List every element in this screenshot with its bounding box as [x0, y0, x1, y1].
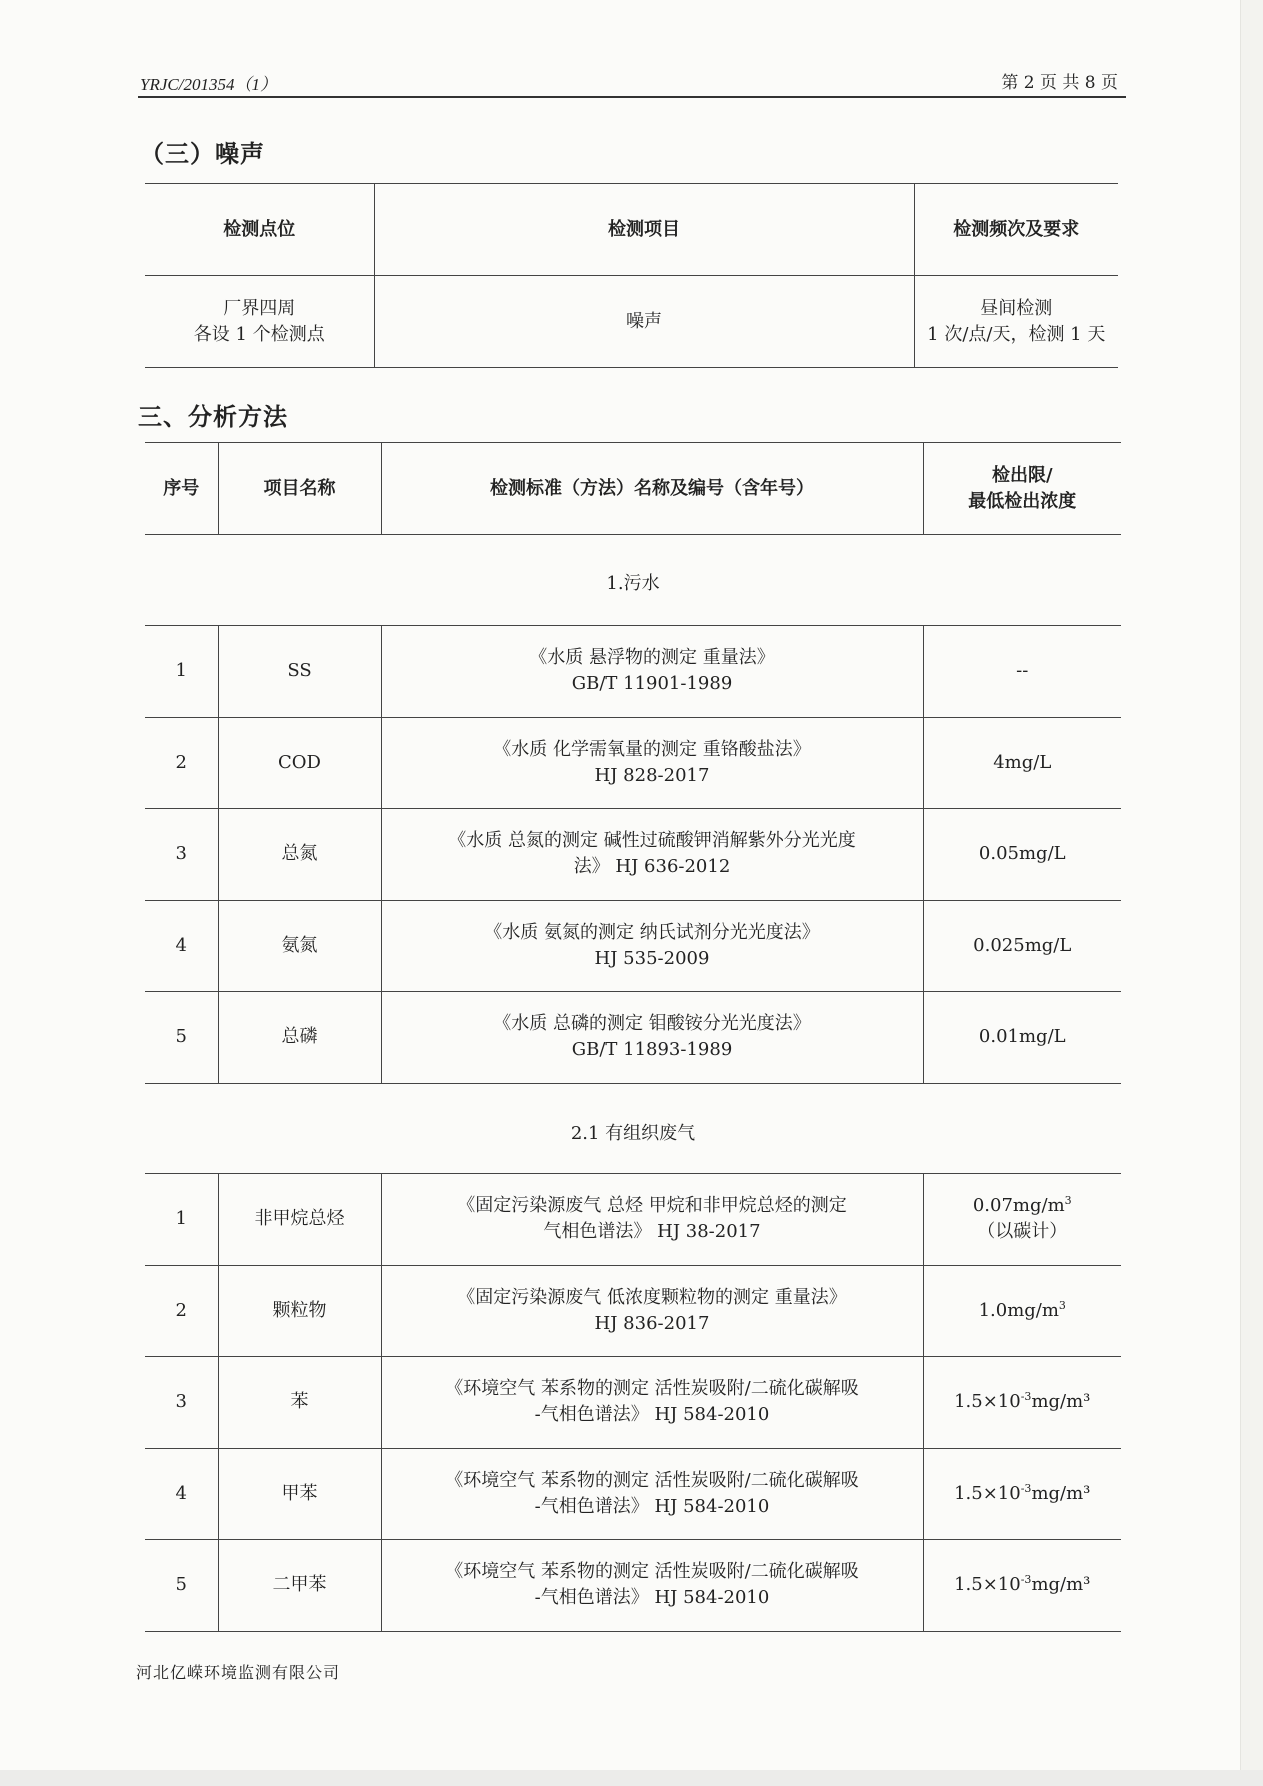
- limit-tail: mg/m³: [1031, 1482, 1091, 1504]
- standard-cell: [381, 1174, 923, 1266]
- limit-cell: [923, 1174, 1121, 1266]
- table-row: [145, 1265, 1121, 1357]
- noise-frequency-cell: [914, 276, 1118, 368]
- standard-cell: [381, 1357, 923, 1449]
- standard-line2: HJ 828-2017: [594, 764, 710, 786]
- standard-cell: [381, 1265, 923, 1357]
- header-item: 检测项目: [374, 184, 914, 276]
- seq-cell: 5: [145, 1540, 218, 1632]
- limit-line1: [928, 1572, 1118, 1598]
- category-water: 1.污水: [606, 573, 660, 594]
- standard-line2: GB/T 11893-1989: [571, 1039, 733, 1061]
- category-organized-gas: 2.1 有组织废气: [570, 1123, 696, 1144]
- document-number: YRJC/201354（1）: [140, 75, 277, 94]
- limit-main: 1.0mg/m: [978, 1299, 1059, 1321]
- limit-value: --: [1016, 660, 1029, 682]
- standard-line1: 《固定污染源废气 总烃 甲烷和非甲烷总烃的测定: [457, 1195, 847, 1217]
- limit-cell: [923, 1448, 1121, 1540]
- table-row: [145, 276, 1118, 368]
- limit-line1: [928, 1298, 1118, 1324]
- limit-cell: [923, 900, 1121, 992]
- standard-cell: [381, 900, 923, 992]
- scan-bottom-edge: [0, 1770, 1263, 1786]
- standard-line1: 《环境空气 苯系物的测定 活性炭吸附/二硫化碳解吸: [445, 1561, 859, 1583]
- standard-cell: [381, 1540, 923, 1632]
- analysis-section-title: 三、分析方法: [138, 402, 288, 431]
- noise-frequency-line2: 1 次/点/天，检测 1 天: [927, 323, 1106, 345]
- standard-line2: 法》 HJ 636-2012: [573, 856, 731, 878]
- header-limit: [923, 443, 1121, 535]
- header-frequency: 检测频次及要求: [914, 184, 1118, 276]
- standard-line1: 《环境空气 苯系物的测定 活性炭吸附/二硫化碳解吸: [445, 1378, 859, 1400]
- noise-table: [145, 183, 1118, 368]
- item-name-cell: 总氮: [218, 809, 381, 901]
- standard-cell: [381, 717, 923, 809]
- limit-tail: mg/m³: [1031, 1391, 1091, 1413]
- gas-methods-table: [145, 1173, 1121, 1632]
- page-header: [138, 66, 1126, 98]
- table-row: [145, 809, 1121, 901]
- item-name-cell: 二甲苯: [218, 1540, 381, 1632]
- limit-cell: [923, 1357, 1121, 1449]
- item-name-cell: 甲苯: [218, 1448, 381, 1540]
- item-name-cell: SS: [218, 626, 381, 718]
- header-limit-line2: 最低检出浓度: [968, 490, 1077, 512]
- limit-line1: [928, 1193, 1118, 1219]
- seq-cell: 5: [145, 992, 218, 1084]
- noise-point-line1: 厂界四周: [223, 297, 296, 319]
- standard-line2: HJ 836-2017: [594, 1312, 710, 1334]
- table-row: [145, 1174, 1121, 1266]
- header-limit-line1: 检出限/: [991, 464, 1053, 486]
- limit-tail: mg/m³: [1031, 1574, 1091, 1596]
- limit-value: 4mg/L: [993, 751, 1052, 773]
- limit-cell: [923, 1540, 1121, 1632]
- standard-line1: 《固定污染源废气 低浓度颗粒物的测定 重量法》: [457, 1286, 847, 1308]
- company-footer: 河北亿嵘环境监测有限公司: [136, 1663, 341, 1682]
- header-point: 检测点位: [145, 184, 374, 276]
- standard-line2: -气相色谱法》 HJ 584-2010: [534, 1587, 770, 1609]
- table-row: [145, 626, 1121, 718]
- item-name-cell: 非甲烷总烃: [218, 1174, 381, 1266]
- seq-cell: 4: [145, 1448, 218, 1540]
- noise-point-line2: 各设 1 个检测点: [193, 323, 325, 345]
- limit-superscript: 3: [1058, 1298, 1066, 1312]
- standard-line1: 《水质 总磷的测定 钼酸铵分光光度法》: [493, 1013, 811, 1035]
- header-name: 项目名称: [218, 443, 381, 535]
- limit-main: 1.5×10: [954, 1391, 1021, 1413]
- scan-right-edge: [1240, 0, 1263, 1786]
- standard-line2: GB/T 11901-1989: [571, 673, 733, 695]
- header-seq: 序号: [145, 443, 218, 535]
- item-name-cell: 颗粒物: [218, 1265, 381, 1357]
- limit-cell: [923, 809, 1121, 901]
- standard-line1: 《水质 化学需氧量的测定 重铬酸盐法》: [493, 738, 811, 760]
- standard-line1: 《水质 氨氮的测定 纳氏试剂分光光度法》: [484, 921, 820, 943]
- limit-superscript: -3: [1020, 1481, 1032, 1495]
- analysis-header-row: [145, 443, 1121, 535]
- table-row: [145, 1448, 1121, 1540]
- standard-line1: 《水质 悬浮物的测定 重量法》: [529, 647, 775, 669]
- standard-line2: -气相色谱法》 HJ 584-2010: [534, 1404, 770, 1426]
- limit-main: 0.07mg/m: [972, 1195, 1065, 1217]
- seq-cell: 3: [145, 809, 218, 901]
- standard-cell: [381, 992, 923, 1084]
- standard-line2: HJ 535-2009: [594, 947, 710, 969]
- limit-line1: [928, 1481, 1118, 1507]
- limit-superscript: -3: [1020, 1390, 1032, 1404]
- limit-cell: [923, 626, 1121, 718]
- limit-cell: [923, 992, 1121, 1084]
- item-name-cell: 苯: [218, 1357, 381, 1449]
- standard-cell: [381, 626, 923, 718]
- seq-cell: 1: [145, 1174, 218, 1266]
- analysis-header-table: [145, 442, 1121, 535]
- noise-frequency-line1: 昼间检测: [980, 297, 1053, 319]
- limit-value: 0.01mg/L: [978, 1026, 1066, 1048]
- noise-section-title: （三）噪声: [140, 139, 265, 168]
- seq-cell: 4: [145, 900, 218, 992]
- item-name-cell: 氨氮: [218, 900, 381, 992]
- standard-cell: [381, 809, 923, 901]
- limit-cell: [923, 1265, 1121, 1357]
- table-row: [145, 1357, 1121, 1449]
- noise-point-cell: [145, 276, 374, 368]
- item-name-cell: 总磷: [218, 992, 381, 1084]
- standard-cell: [381, 1448, 923, 1540]
- noise-table-header-row: [145, 184, 1118, 276]
- limit-line1: [928, 1389, 1118, 1415]
- limit-cell: [923, 717, 1121, 809]
- limit-value: 0.025mg/L: [973, 934, 1072, 956]
- standard-line2: -气相色谱法》 HJ 584-2010: [534, 1495, 770, 1517]
- limit-superscript: 3: [1064, 1194, 1072, 1208]
- table-row: [145, 717, 1121, 809]
- standard-line2: 气相色谱法》 HJ 38-2017: [543, 1221, 761, 1243]
- header-standard: 检测标准（方法）名称及编号（含年号）: [381, 443, 923, 535]
- limit-line2: （以碳计）: [977, 1221, 1068, 1243]
- seq-cell: 1: [145, 626, 218, 718]
- seq-cell: 3: [145, 1357, 218, 1449]
- standard-line1: 《环境空气 苯系物的测定 活性炭吸附/二硫化碳解吸: [445, 1469, 859, 1491]
- item-name-cell: COD: [218, 717, 381, 809]
- limit-main: 1.5×10: [954, 1574, 1021, 1596]
- table-row: [145, 1540, 1121, 1632]
- limit-superscript: -3: [1020, 1573, 1032, 1587]
- standard-line1: 《水质 总氮的测定 碱性过硫酸钾消解紫外分光光度: [448, 830, 856, 852]
- noise-item-cell: 噪声: [374, 276, 914, 368]
- water-methods-table: [145, 625, 1121, 1084]
- table-row: [145, 992, 1121, 1084]
- page-number: 第 2 页 共 8 页: [1001, 73, 1118, 93]
- limit-value: 0.05mg/L: [978, 843, 1066, 865]
- seq-cell: 2: [145, 717, 218, 809]
- table-row: [145, 900, 1121, 992]
- limit-main: 1.5×10: [954, 1482, 1021, 1504]
- seq-cell: 2: [145, 1265, 218, 1357]
